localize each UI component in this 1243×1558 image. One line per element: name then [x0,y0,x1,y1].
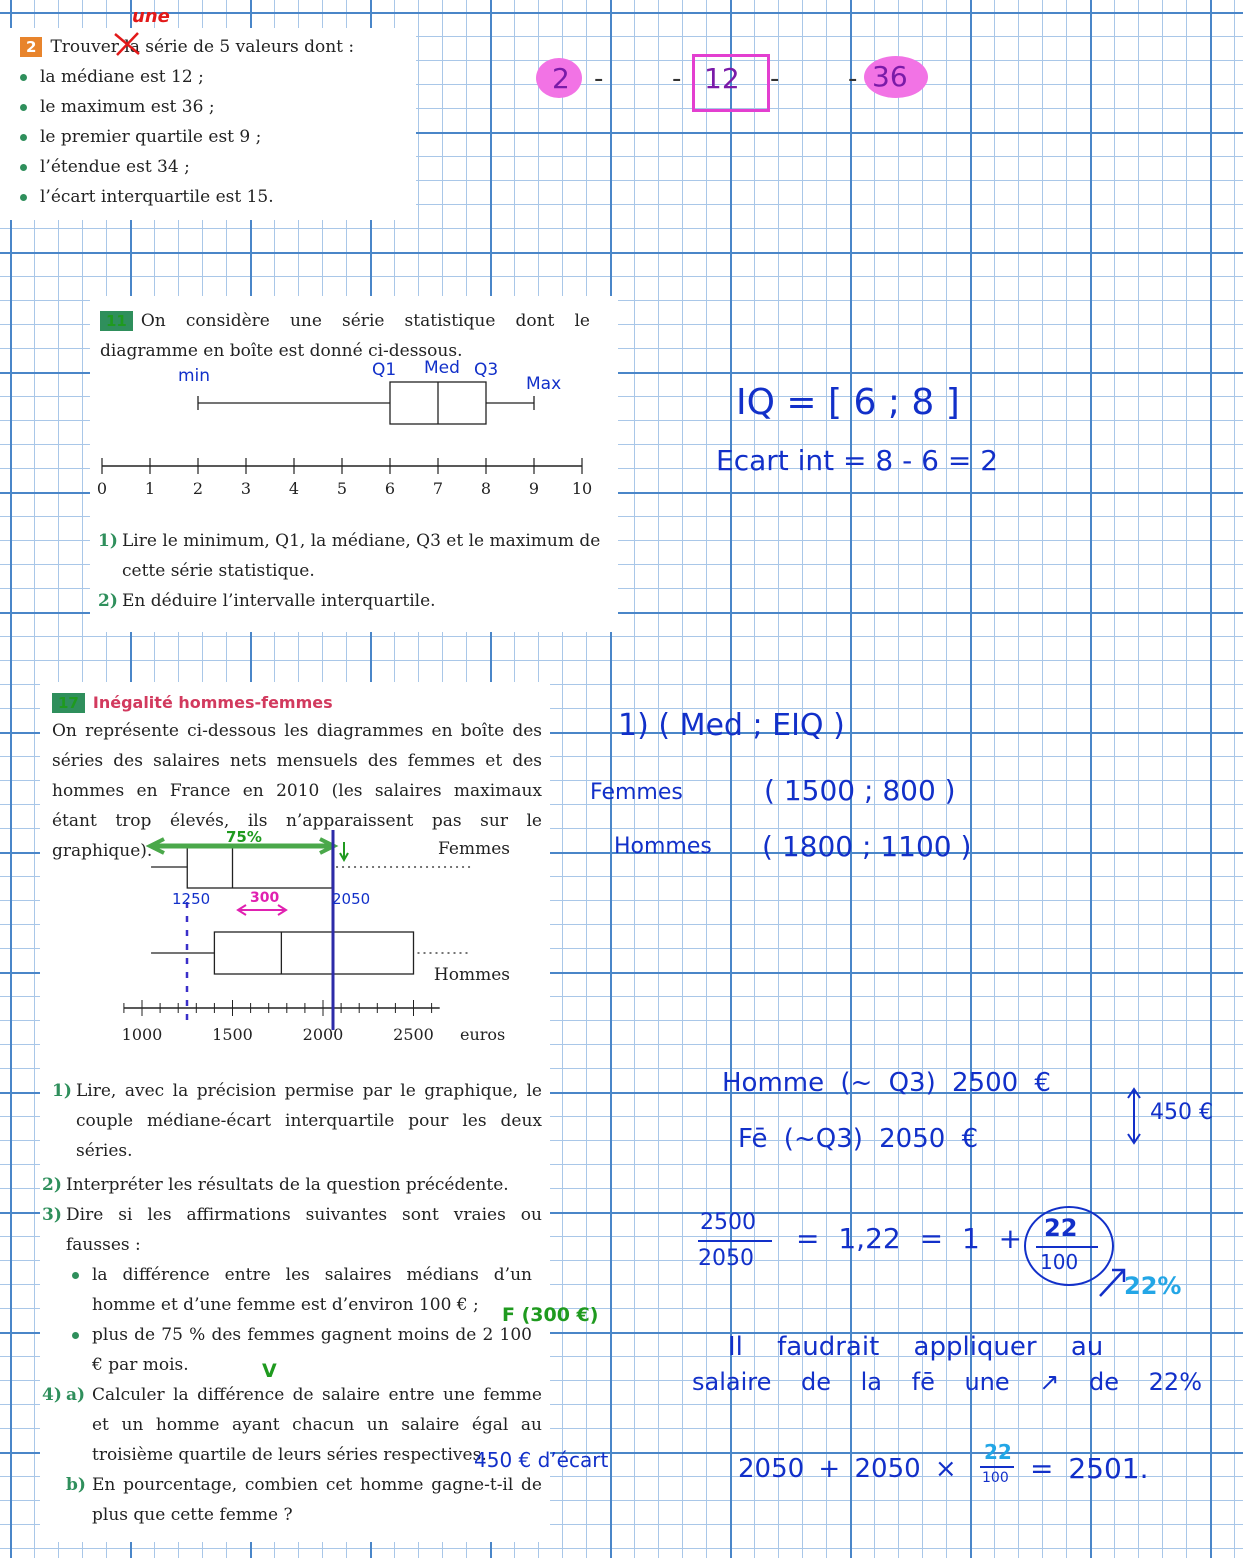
note-femmes-label: Femmes [590,780,683,805]
question-text: Lire le minimum, Q1, la médiane, Q3 et le maximum de cette série statistique. [122,531,601,581]
question-number: 1) [52,1081,72,1101]
exercise-title: Inégalité hommes-femmes [92,693,333,712]
note-femmes-value: ( 1500 ; 800 ) [764,774,956,807]
list-item: la différence entre les salaires médians d’un homme et d’une femme est d’environ 100 € ; [66,1260,532,1320]
label-q1: Q1 [372,360,397,380]
question-text: En déduire l’intervalle interquartile. [122,591,436,611]
answer-value-2: 2 [552,62,570,95]
question-text: Interpréter les résultats de la question précédente. [66,1175,509,1195]
annotation-vrai: V [262,1360,277,1382]
note-med-eiq: 1) ( Med ; EIQ ) [618,708,845,743]
question-text: Lire, avec la précision permise par le graphique, le couple médiane-écart interquartile pour les deux séries. [76,1081,542,1161]
tick-label: 1 [144,479,156,498]
question-text: En pourcentage, combien cet homme gagne-t-il de plus que cette femme ? [92,1475,542,1525]
question-number: b) [66,1475,86,1495]
tick-label: 4 [288,479,300,498]
exercise-number: 17 [52,693,85,713]
tick-label: 2000 [302,1025,344,1044]
note-sentence-2: salaire de la fē une ↗ de 22% [692,1368,1202,1396]
list-item: la médiane est 12 ; [14,62,416,92]
annotation-faux: F (300 €) [502,1304,599,1326]
answer-iq: IQ = [ 6 ; 8 ] [736,382,960,423]
exercise-11-text: On considère une série statistique dont le diagramme en boîte est donné ci-dessous. [100,311,590,361]
note-percentage: 22% [1124,1272,1182,1300]
tick-label: 2500 [393,1025,434,1044]
question-number: 2) [98,591,118,611]
label-max: Max [526,374,562,394]
tick-label: 7 [432,479,444,498]
tick-label: 1000 [121,1025,163,1044]
exercise-number: 2 [20,37,42,57]
difference-arrow [1124,1086,1144,1146]
calc-numerator: 22 [984,1440,1012,1464]
correction-une: une [132,6,170,27]
annotation-ecart: 450 € d’écart [474,1448,609,1472]
question-number: 4) [42,1385,62,1405]
tick-label: 8 [480,479,492,498]
note-femme-q3: Fē (~Q3) 2050 € [738,1124,979,1154]
note-hommes-label: Hommes [614,834,712,859]
question-text: Dire si les affirmations suivantes sont vraies ou fausses : [66,1205,542,1255]
tick-label: 1500 [212,1025,253,1044]
exercise-number: 11 [100,311,133,331]
question-number: 1) [98,531,118,551]
dash: - [770,64,780,94]
annotation-75-percent: 75% [226,828,262,846]
list-item: l’étendue est 34 ; [14,152,416,182]
tick-label: 5 [336,479,348,498]
answer-ecart: Ecart int = 8 - 6 = 2 [716,444,999,477]
list-item: l’écart interquartile est 15. [14,182,416,212]
question-number: 3) [42,1205,62,1225]
series-label: Hommes [433,965,510,985]
fraction-denominator: 100 [1040,1250,1079,1274]
list-item: le premier quartile est 9 ; [14,122,416,152]
label-med: Med [424,358,460,378]
calc-bar [980,1466,1014,1468]
tick-label: 0 [96,479,108,498]
question-text: Calculer la différence de salaire entre une femme et un homme ayant chacun un salaire égal au troisième quartile de leurs séries respectives. [92,1385,542,1465]
tick-label: 6 [384,479,396,498]
note-homme-q3: Homme (~ Q3) 2500 € [722,1068,1051,1098]
dash: - [672,64,682,94]
ratio-numerator: 2500 [700,1210,756,1235]
answer-value-36: 36 [872,60,908,93]
question-number: 2) [42,1175,62,1195]
fraction-numerator: 22 [1044,1214,1078,1242]
axis-unit: euros [460,1025,506,1044]
annotation-300: 300 [250,890,280,906]
note-sentence-1: Il faudrait appliquer au [728,1332,1104,1362]
label-min: min [178,366,211,386]
note-difference: 450 € [1150,1100,1213,1125]
question-number: a) [66,1385,86,1405]
fraction-bar [1036,1246,1098,1248]
tick-label: 10 [571,479,593,498]
annotation-1250: 1250 [172,890,211,908]
dash: - [848,64,858,94]
tick-label: 9 [528,479,540,498]
tick-label: 2 [192,479,204,498]
calc-denominator: 100 [982,1470,1009,1486]
label-q3: Q3 [474,360,499,380]
answer-value-12: 12 [704,62,740,95]
list-item: le maximum est 36 ; [14,92,416,122]
tick-label: 3 [240,479,252,498]
dash: - [594,64,604,94]
note-calc-result: = 2501. [1030,1452,1149,1485]
list-item: plus de 75 % des femmes gagnent moins de 2 100 € par mois. [66,1320,532,1380]
exercise-2-line: Trouver la série de 5 valeurs dont : [50,37,355,57]
exercise-17-intro: On représente ci-dessous les diagrammes en boîte des séries des salaires nets mensuels des femmes et des hommes en France en 2010 (les salaires maximaux étant trop élevés, ils n’apparaissent pas sur le graphique). [52,721,542,861]
ratio-denominator: 2050 [698,1246,754,1271]
ratio-result: = 1,22 = 1 + [796,1222,1023,1255]
note-hommes-value: ( 1800 ; 1100 ) [762,830,972,863]
series-label: Femmes [438,839,510,859]
note-calc-left: 2050 + 2050 × [738,1454,957,1484]
annotation-2050: 2050 [332,890,371,908]
ratio-bar [698,1240,772,1242]
